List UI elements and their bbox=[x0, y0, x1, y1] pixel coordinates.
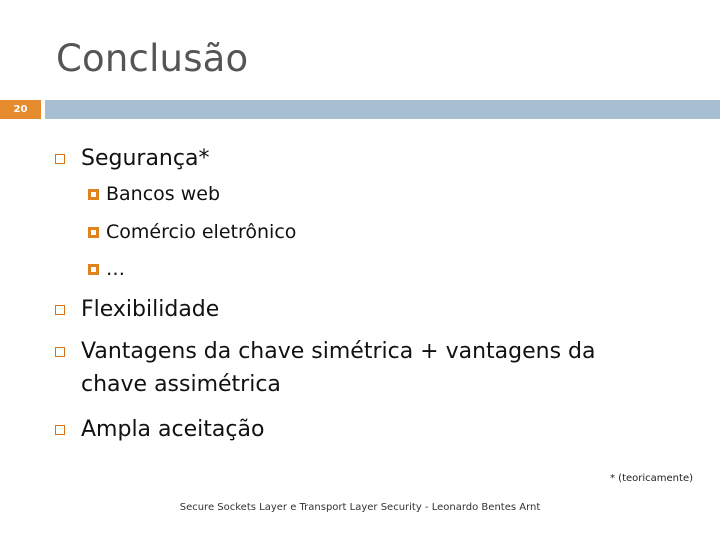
sub-bullet-text: … bbox=[106, 258, 125, 280]
title-divider-bar bbox=[45, 100, 720, 119]
square-bullet-icon bbox=[55, 425, 65, 435]
filled-square-bullet-icon bbox=[88, 264, 99, 275]
bullet-text-line-1: Vantagens da chave simétrica + vantagens da bbox=[81, 339, 596, 364]
sub-bullet-text: Bancos web bbox=[106, 183, 221, 205]
bullet-text: Ampla aceitação bbox=[81, 417, 265, 442]
footnote: * (teoricamente) bbox=[610, 473, 693, 484]
filled-square-bullet-icon bbox=[88, 227, 99, 238]
bullet-text: Flexibilidade bbox=[81, 297, 220, 322]
square-bullet-icon bbox=[55, 154, 65, 164]
slide-number: 20 bbox=[0, 100, 41, 119]
slide-footer: Secure Sockets Layer e Transport Layer Security - Leonardo Bentes Arnt bbox=[179, 502, 541, 513]
bullet-text-line-2: chave assimétrica bbox=[81, 372, 281, 397]
sub-bullet-text: Comércio eletrônico bbox=[106, 221, 297, 243]
square-bullet-icon bbox=[55, 347, 65, 357]
bullet-text: Segurança* bbox=[81, 146, 210, 171]
slide-title: Conclusão bbox=[56, 37, 249, 80]
square-bullet-icon bbox=[55, 305, 65, 315]
filled-square-bullet-icon bbox=[88, 189, 99, 200]
